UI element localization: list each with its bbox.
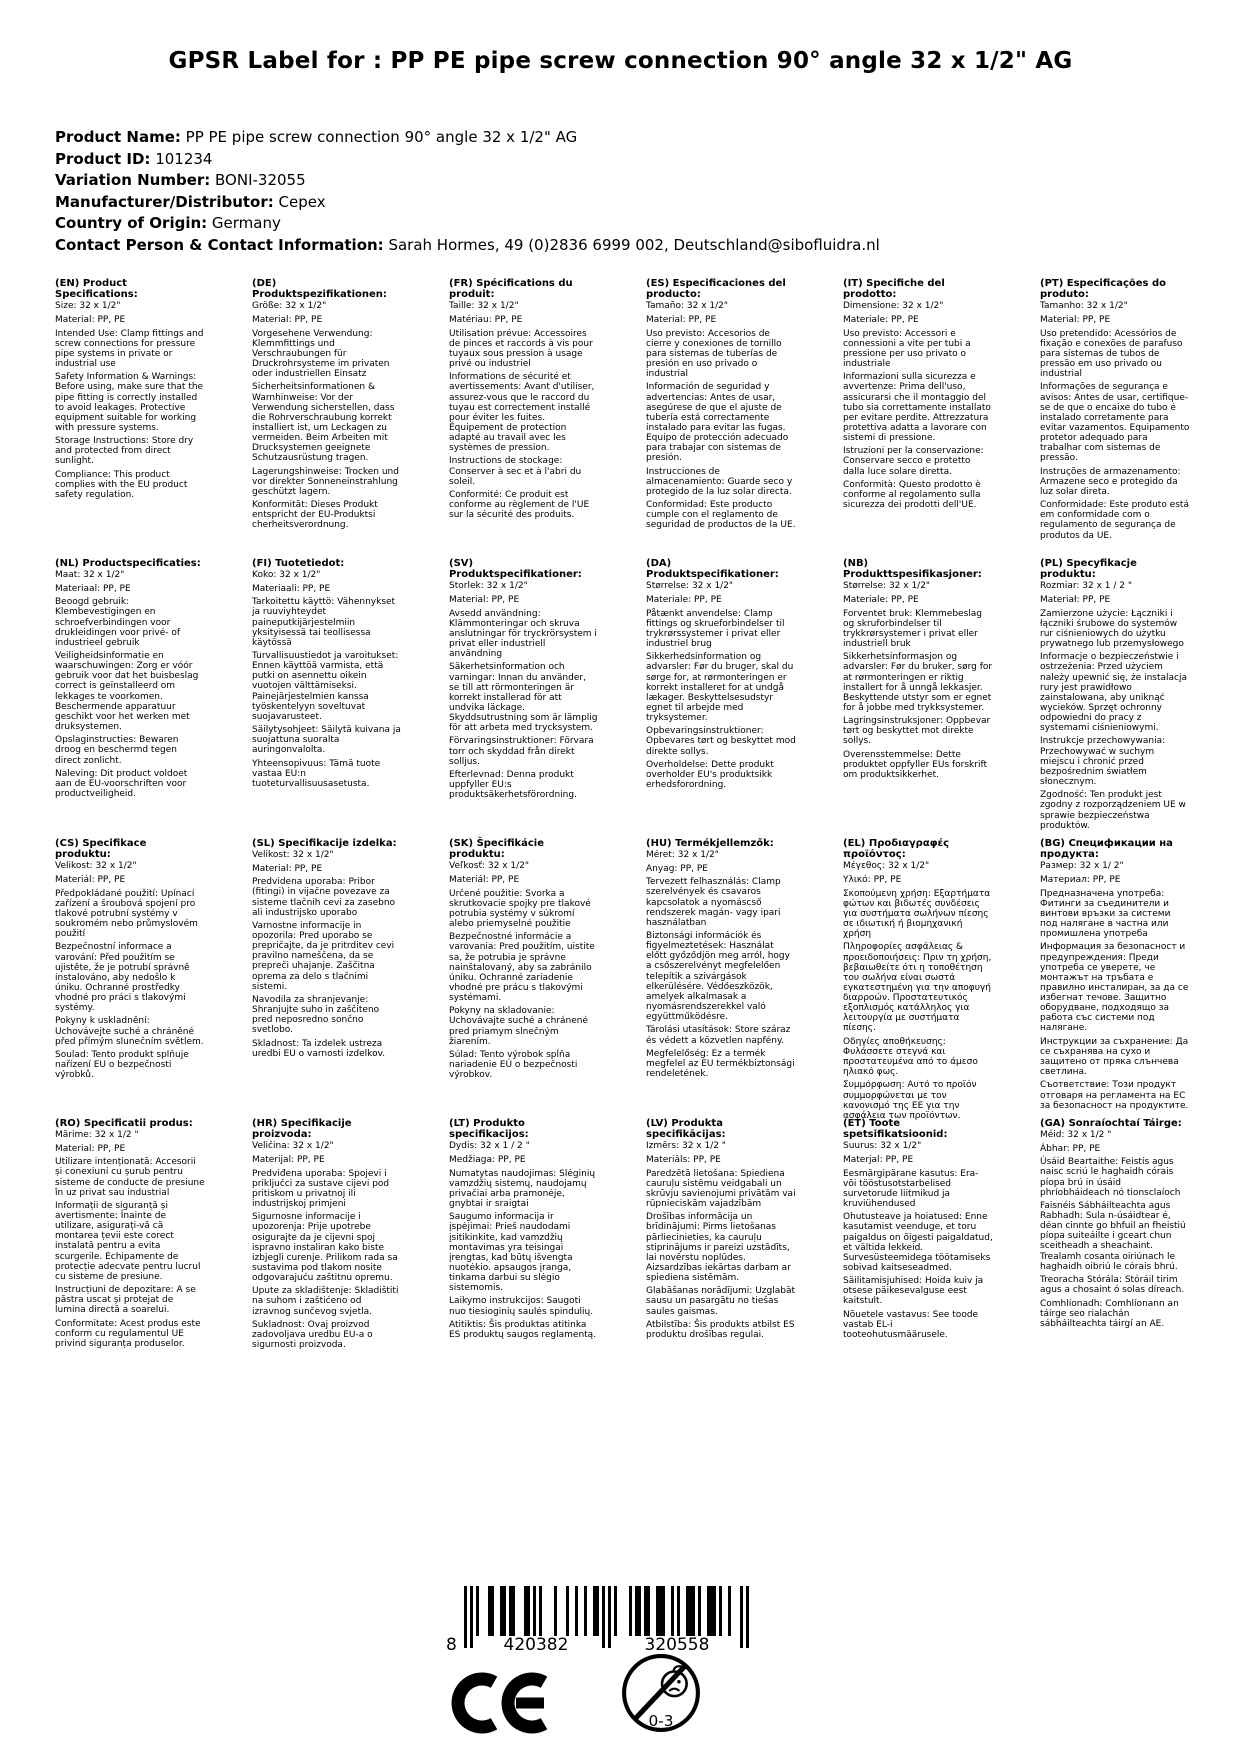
age-warning-text: 0-3: [648, 1711, 674, 1730]
spec-paragraph: Συμμόρφωση: Αυτό το προϊόν συμμορφώνεται με τον κανονισμό της ΕΕ για την ασφάλεια των προϊόντων.: [843, 1080, 977, 1121]
spec-paragraph: Μέγεθος: 32 x 1/2": [843, 861, 930, 872]
product-info-label: Manufacturer/Distributor:: [55, 192, 274, 211]
spec-block: [55, 558, 205, 838]
spec-paragraph: Utilisation prévue: Accessoires de pinces et raccords à vis pour tuyaux sous pression à usage privé ou industriel: [449, 328, 593, 369]
product-info-label: Product ID:: [55, 149, 151, 168]
spec-paragraph: Medžiaga: PP, PE: [449, 1154, 526, 1165]
spec-block-heading: (SL) Specifikacije izdelka:: [252, 838, 397, 849]
spec-paragraph: Instrucțiuni de depozitare: A se păstra uscat și protejat de lumina directă a soarelui.: [55, 1285, 196, 1316]
spec-paragraph: Storlek: 32 x 1/2": [449, 581, 528, 592]
spec-paragraph: Предназначена употреба: Фитинги за съединители и винтови връзки за системи под налягане в частна или промишлена употреба: [1040, 888, 1171, 939]
spec-paragraph: Maat: 32 x 1/2": [55, 570, 125, 581]
product-info-label: Product Name:: [55, 128, 181, 146]
spec-paragraph: Izmērs: 32 x 1/2 ": [646, 1141, 726, 1152]
spec-block: [252, 838, 402, 1118]
product-info-value: PP PE pipe screw connection 90° angle 32 x 1/2" AG: [180, 128, 578, 146]
spec-block: [252, 278, 402, 558]
spec-paragraph: Material: PP, PE: [55, 1143, 126, 1154]
spec-paragraph: Pokyny na skladovanie: Uchovávajte suché a chránené pred priamym slnečným žiarením.: [449, 1006, 589, 1047]
spec-block-heading: (HR) Specifikacije proizvoda:: [252, 1118, 352, 1141]
spec-paragraph: Tárolási utasítások: Store száraz és védett a közvetlen napfény.: [646, 1025, 791, 1046]
spec-paragraph: Varnostne informacije in opozorila: Pred uporabo se prepričajte, da je pritrditev cevi pravilno nameščena, da se prepreči uhajanje. Zaščitna oprema za delo s tlačnimi sistemi.: [252, 921, 395, 992]
page-title: GPSR Label for : PP PE pipe screw connection 90° angle 32 x 1/2" AG: [168, 48, 1073, 74]
product-info-label: Country of Origin:: [55, 214, 208, 232]
spec-block-heading: (EN) Product Specifications:: [55, 278, 138, 301]
spec-paragraph: Säilytysohjeet: Säilytä kuivana ja suojattuna suoralta auringonvalolta.: [252, 725, 401, 756]
spec-block: [55, 278, 205, 558]
spec-paragraph: Megfelelőség: Ez a termék megfelel az EU termékbiztonsági rendeletének.: [646, 1049, 795, 1080]
product-info-value: Sarah Hormes, 49 (0)2836 6999 002, Deutschland@sibofluidra.nl: [383, 235, 880, 254]
spec-paragraph: Numatytas naudojimas: Slėginių vamzdžių sistemų, naudojamų privačiai arba pramonėje, gnybtai ir sraigtai: [449, 1168, 596, 1209]
spec-block-heading: (SV) Produktspecifikationer:: [449, 558, 582, 581]
spec-block-heading: (CS) Specifikace produktu:: [55, 838, 147, 861]
spec-block: [1040, 1118, 1190, 1398]
spec-paragraph: Instrucciones de almacenamiento: Guarde seco y protegido de la luz solar directa.: [646, 466, 793, 497]
spec-paragraph: Uso pretendido: Acessórios de fixação e conexões de parafuso para sistemas de tubos de pressão em uso privado ou industrial: [1040, 328, 1183, 379]
spec-block: [843, 838, 993, 1121]
spec-block-heading: (ES) Especificaciones del producto:: [646, 278, 786, 301]
spec-paragraph: Paredzētā lietošana: Spiediena cauruļu sistēmu veidgabali un skrūvju savienojumi privātām vai rūpnieciskām vajadzībām: [646, 1168, 796, 1209]
spec-paragraph: Informații de siguranță și avertismente: Înainte de utilizare, asigurați-vă că montarea țevii este corect instalată pentru a evita scurgerile. Echipamente de protecție adecvate pentru lucrul cu sisteme de presiune.: [55, 1201, 201, 1282]
spec-paragraph: Zgodność: Ten produkt jest zgodny z rozporządzeniem UE w sprawie bezpieczeństwa produktów.: [1040, 790, 1186, 831]
product-info-row: [55, 127, 880, 149]
spec-paragraph: Materiál: PP, PE: [449, 874, 520, 885]
spec-block-heading: (HU) Termékjellemzők:: [646, 838, 774, 849]
spec-block-heading: (IT) Specifiche del prodotto:: [843, 278, 945, 301]
spec-block: [646, 558, 796, 838]
product-info-value: BONI-32055: [210, 171, 306, 189]
spec-paragraph: Zamierzone użycie: Łączniki i łączniki śrubowe do systemów rur ciśnieniowych do użytku prywatnego lub przemysłowego: [1040, 608, 1184, 649]
spec-paragraph: Sigurnosne informacije i upozorenja: Prije upotrebe osigurajte da je cijevni spoj ispravno instaliran kako biste izbjegli curenje. Prilikom rada sa sustavima pod tlakom nosite odgovarajuću zaštitnu opremu.: [252, 1212, 398, 1283]
spec-block: [55, 838, 205, 1118]
spec-paragraph: Materiál: PP, PE: [55, 874, 126, 885]
spec-paragraph: Comhlíonadh: Comhlíonann an táirge seo rialachán sábháilteachta táirgí an AE.: [1040, 1298, 1179, 1330]
spec-paragraph: Πληροφορίες ασφάλειας & προειδοποιήσεις: Πριν τη χρήση, βεβαιωθείτε ότι η τοποθέτηση του σωλήνα είναι σωστά εγκατεστημένη για την αποφυγή διαρροών. Προστατευτικός εξοπλισμός κατάλληλος για λειτουργία με συστήματα πίεσης.: [843, 942, 992, 1034]
spec-paragraph: Beoogd gebruik: Klembevestigingen en schroefverbindingen voor drukleidingen voor privé- of industrieel gebruik: [55, 597, 181, 648]
spec-paragraph: Informacje o bezpieczeństwie i ostrzeżenia: Przed użyciem należy upewnić się, że instalacja rury jest prawidłowo zainstalowana, aby uniknąć wycieków. Sprzęt ochronny odpowiedni do pracy z systemami ciśnieniowymi.: [1040, 652, 1187, 733]
spec-paragraph: Turvallisuustiedot ja varoitukset: Ennen käyttöä varmista, että putki on asennettu oikein vuotojen välttämiseksi. Painejärjestelmien kanssa työskentelyyn soveltuvat suojavarusteet.: [252, 651, 399, 722]
spec-paragraph: Istruzioni per la conservazione: Conservare secco e protetto dalla luce solare diretta.: [843, 446, 984, 477]
spec-paragraph: Mărime: 32 x 1/2 ": [55, 1130, 139, 1141]
ean13-barcode: [444, 1586, 764, 1658]
spec-paragraph: Sikkerhetsinformasjon og advarsler: Før du bruker, sørg for at rørmonteringen er riktig installert for å unngå lekkasjer. Beskyttende utstyr som er egnet for å jobbe med trykksystemer.: [843, 652, 993, 713]
spec-paragraph: Laikymo instrukcijos: Saugoti nuo tiesioginių saulės spindulių.: [449, 1296, 594, 1317]
spec-paragraph: Velikost: 32 x 1/2": [252, 850, 334, 861]
spec-paragraph: Veličina: 32 x 1/2": [252, 1141, 334, 1152]
spec-paragraph: Navodila za shranjevanje: Shranjujte suho in zaščiteno pred neposredno sončno svetlobo.: [252, 995, 380, 1036]
spec-paragraph: Ohutusteave ja hoiatused: Enne kasutamist veenduge, et toru paigaldus on õigesti paigaldatud, et vältida lekkeid. Survesüsteemidega töötamiseks sobivad kaitseseadmed.: [843, 1212, 993, 1273]
spec-paragraph: Atbilstība: Šis produkts atbilst ES produktu drošības regulai.: [646, 1320, 795, 1341]
spec-paragraph: Tamaño: 32 x 1/2": [646, 301, 729, 312]
spec-paragraph: Bezpečnostné informácie a varovania: Pred použitím, uistite sa, že potrubia je správne nainštalovaný, aby sa zabránilo úniku. Ochranné zariadenie vhodné pre prácu s tlakovými systémami.: [449, 932, 595, 1003]
spec-block: [55, 1118, 205, 1398]
spec-block-heading: (GA) Sonraíochtaí Táirge:: [1040, 1118, 1182, 1129]
spec-paragraph: Safety Information & Warnings: Before using, make sure that the pipe fitting is correctly installed to avoid leakages. Protective equipment suitable for working with pressure systems.: [55, 372, 204, 433]
ce-mark-icon: [450, 1670, 565, 1740]
spec-paragraph: Faisnéis Sábháilteachta agus Rabhadh: Sula n-úsáidtear é, déan cinnte go bhfuil an fheistiú píopa suiteáilte i gceart chun sceitheadh a sheachaint. Trealamh cosanta oiriúnach le haghaidh oibriú le córais bhrú.: [1040, 1201, 1186, 1272]
spec-paragraph: Conformità: Questo prodotto è conforme al regolamento sulla sicurezza dei prodotti dell'UE.: [843, 480, 981, 511]
spec-paragraph: Sicherheitsinformationen & Warnhinweise: Vor der Verwendung sicherstellen, dass die Rohrverschraubung korrekt installiert ist, um Leckagen zu vermeiden. Beim Arbeiten mit Drucksystemen geeignete Schutzausrüstung tragen.: [252, 382, 395, 463]
product-info-value: Germany: [207, 214, 281, 232]
product-info-row: [55, 192, 880, 214]
product-info-row: [55, 170, 880, 192]
spec-block: [646, 278, 796, 558]
spec-paragraph: Instructions de stockage: Conserver à sec et à l'abri du soleil.: [449, 456, 582, 487]
spec-paragraph: Glabāšanas norādījumi: Uzglabāt sausu un pasargātu no tiešas saules gaismas.: [646, 1286, 795, 1317]
spec-paragraph: Størrelse: 32 x 1/2": [843, 581, 931, 592]
spec-block: [449, 278, 599, 558]
product-info-row: [55, 213, 880, 235]
spec-paragraph: Konformität: Dieses Produkt entspricht der EU-Produktsi cherheitsverordnung.: [252, 500, 378, 531]
spec-paragraph: Conformidad: Este producto cumple con el reglamento de seguridad de productos de la UE.: [646, 500, 796, 531]
spec-block-heading: (NB) Produkttspesifikasjoner:: [843, 558, 982, 581]
spec-paragraph: Méid: 32 x 1/2 ": [1040, 1130, 1112, 1141]
spec-paragraph: Informazioni sulla sicurezza e avvertenze: Prima dell'uso, assicurarsi che il montaggio del tubo sia correttamente installato per evitare perdite. Attrezzatura protettiva adatta a lavorare con sistemi di pressione.: [843, 372, 991, 443]
spec-block: [449, 838, 599, 1118]
spec-block-heading: (SK) Špecifikácie produktu:: [449, 838, 545, 861]
spec-paragraph: Eesmärgipärane kasutus: Era- või tööstusotstarbelised survetorude liitmikud ja kruviühendused: [843, 1168, 979, 1209]
spec-paragraph: Instrukcje przechowywania: Przechowywać w suchym miejscu i chronić przed bezpośrednim światłem słonecznym.: [1040, 736, 1166, 787]
spec-paragraph: Förvaringsinstruktioner: Förvara torr och skyddad från direkt solljus.: [449, 736, 594, 767]
spec-paragraph: Veiligheidsinformatie en waarschuwingen: Zorg er vóór gebruik voor dat het buisbeslag correct is geïnstalleerd om lekkages te voorkomen. Beschermende apparatuur geschikt voor het werken met druksystemen.: [55, 651, 199, 732]
spec-paragraph: Utilizare intenționată: Accesorii și conexiuni cu șurub pentru sisteme de conducte de presiune în uz privat sau industrial: [55, 1157, 205, 1198]
spec-paragraph: Lagerungshinweise: Trocken und vor direkter Sonneneinstrahlung geschützt lagern.: [252, 466, 399, 497]
spec-paragraph: Dimensione: 32 x 1/2": [843, 301, 944, 312]
spec-paragraph: Předpokládané použití: Upínací zařízení a šroubová spojení pro tlakové potrubní systémy v soukromém nebo průmyslovém použití: [55, 888, 198, 939]
spec-block-heading: (DA) Produktspecifikationer:: [646, 558, 779, 581]
spec-paragraph: Anyag: PP, PE: [646, 863, 708, 874]
spec-block: [646, 838, 796, 1118]
spec-paragraph: Velikost: 32 x 1/2": [55, 861, 137, 872]
spec-paragraph: Material: PP, PE: [55, 314, 126, 325]
spec-paragraph: Biztonsági információk és figyelmeztetések: Használat előtt győződjön meg arról, hogy a csőszerelvényt megfelelően telepítik a szivárgások elkerülésére. Védőeszközök, amelyek alkalmasak a nyomásrendszerekkel való együttműködésre.: [646, 931, 790, 1022]
spec-block: [646, 1118, 796, 1398]
spec-block: [252, 1118, 402, 1398]
spec-block: [843, 1118, 993, 1398]
spec-block: [1040, 838, 1190, 1118]
spec-paragraph: Lagringsinstruksjoner: Oppbevar tørt og beskyttet mot direkte sollys.: [843, 716, 991, 747]
spec-paragraph: Tamanho: 32 x 1/2": [1040, 301, 1128, 312]
spec-paragraph: Съответствие: Този продукт отговаря на регламента на ЕС за безопасност на продуктите.: [1040, 1080, 1189, 1111]
spec-paragraph: Taille: 32 x 1/2": [449, 301, 519, 312]
spec-block-heading: (FI) Tuotetiedot:: [252, 558, 345, 569]
spec-paragraph: Materiaal: PP, PE: [55, 583, 131, 594]
product-info-label: Variation Number:: [55, 171, 211, 189]
spec-paragraph: Информация за безопасност и предупреждения: Преди употреба се уверете, че монтажът на тръбата е правилно инсталиран, за да се избегнат течове. Защитно оборудване, подходящо за работа със системи под налягане.: [1040, 942, 1189, 1034]
barcode-bars: [444, 1586, 764, 1658]
spec-paragraph: Naleving: Dit product voldoet aan de EU-voorschriften voor productveiligheid.: [55, 769, 188, 800]
spec-paragraph: Opslaginstructies: Bewaren droog en beschermd tegen direct zonlicht.: [55, 735, 179, 766]
spec-paragraph: Material: PP, PE: [252, 863, 323, 874]
spec-paragraph: Material: PP, PE: [449, 594, 520, 605]
spec-paragraph: Saugumo informacija ir įspėjimai: Prieš naudodami įsitikinkite, kad vamzdžių montavimas yra teisingai įrengtas, kad būtų išvengta nuotėkio. apsaugos įranga, tinkama darbui su slėgio sistemomis.: [449, 1212, 573, 1293]
product-info-value: Cepex: [273, 192, 326, 211]
spec-paragraph: Påtænkt anvendelse: Clamp fittings og skrueforbindelser til trykrørssystemer i privat eller industriel brug: [646, 608, 785, 649]
spec-paragraph: Materiale: PP, PE: [843, 314, 919, 325]
spec-block: [449, 1118, 599, 1398]
spec-paragraph: Atitiktis: Šis produktas atitinka ES produktų saugos reglamentą.: [449, 1320, 597, 1341]
spec-paragraph: Tervezett felhasználás: Clamp szerelvények és csavaros kapcsolatok a nyomáscső rendszerek magán- vagy ipari használatban: [646, 877, 781, 928]
spec-block-heading: (LT) Produkto specifikacijos:: [449, 1118, 529, 1141]
spec-paragraph: Matériau: PP, PE: [449, 314, 523, 325]
spec-paragraph: Størrelse: 32 x 1/2": [646, 581, 734, 592]
product-info-row: [55, 149, 880, 171]
spec-paragraph: Material: PP, PE: [646, 314, 717, 325]
spec-paragraph: Suurus: 32 x 1/2": [843, 1141, 922, 1152]
spec-paragraph: Säkerhetsinformation och varningar: Innan du använder, se till att rörmonteringen är korrekt installerad för att undvika läckage. Skyddsutrustning som är lämplig för att arbeta med trycksystem.: [449, 662, 598, 733]
spec-paragraph: Yhteensopivuus: Tämä tuote vastaa EU:n tuoteturvallisuusasetusta.: [252, 759, 381, 790]
spec-paragraph: Predvidena uporaba: Pribor (fitingi) in vijačne povezave za sisteme tlačnih cevi za zasebno ali industrijsko uporabo: [252, 877, 396, 918]
spec-block: [1040, 278, 1190, 558]
spec-paragraph: Méret: 32 x 1/2": [646, 850, 719, 861]
barcode-digit-group1: 420382: [503, 1635, 569, 1655]
spec-block-heading: (NL) Productspecificaties:: [55, 558, 201, 569]
spec-paragraph: Intended Use: Clamp fittings and screw connections for pressure pipe systems in private or industrial use: [55, 328, 204, 369]
spec-block: [1040, 558, 1190, 838]
spec-block: [449, 558, 599, 838]
spec-paragraph: Información de seguridad y advertencias: Antes de usar, asegúrese de que el ajuste de tubería está correctamente instalado para evitar las fugas. Equipo de protección adecuado para trabajar con sistemas de presión.: [646, 382, 789, 463]
spec-paragraph: Material: PP, PE: [252, 314, 323, 325]
spec-paragraph: Rozmiar: 32 x 1 / 2 ": [1040, 581, 1133, 592]
spec-paragraph: Bezpečnostní informace a varování: Před použitím se ujistěte, že je potrubí správně instalováno, aby nedošlo k úniku. Ochranné prostředky vhodné pro práci s tlakovými systémy.: [55, 942, 190, 1013]
spec-paragraph: Sikkerhedsinformation og advarsler: Før du bruger, skal du sørge for, at rørmonteringen er korrekt installeret for at undgå lækager. Beskyttelsesudstyr egnet til arbejde med tryksystemer.: [646, 652, 794, 723]
barcode-digit-group2: 320558: [644, 1635, 710, 1655]
spec-paragraph: Υλικό: PP, PE: [843, 874, 902, 885]
spec-paragraph: Uso previsto: Accessori e connessioni a vite per tubi a pressione per uso privato o industriale: [843, 328, 971, 369]
spec-paragraph: Materiāls: PP, PE: [646, 1154, 721, 1165]
spec-paragraph: Informations de sécurité et avertissements: Avant d'utiliser, assurez-vous que le raccord du tuyau est correctement installé pour éviter les fuites. Équipement de protection adapté au travail avec les systèmes de pression.: [449, 372, 595, 453]
spec-paragraph: Overensstemmelse: Dette produktet oppfyller EUs forskrift om produktsikkerhet.: [843, 750, 988, 781]
spec-paragraph: Conformidade: Este produto está em conformidade com o regulamento de segurança de produtos da UE.: [1040, 500, 1189, 541]
spec-block-heading: (RO) Specificatii produs:: [55, 1118, 193, 1129]
spec-paragraph: Conformité: Ce produit est conforme au règlement de l'UE sur la sécurité des produits.: [449, 490, 590, 521]
spec-paragraph: Drošības informācija un brīdinājumi: Pirms lietošanas pārliecinieties, ka cauruļu stiprinājums ir pareizi uzstādīts, lai novērstu noplūdes. Aizsardzības iekārtas darbam ar spiediena sistēmām.: [646, 1212, 791, 1283]
spec-paragraph: Compliance: This product complies with the EU product safety regulation.: [55, 470, 188, 501]
spec-paragraph: Treoracha Stórála: Stóráil tirim agus a chosaint ó solas díreach.: [1040, 1275, 1185, 1296]
spec-paragraph: Avsedd användning: Klämmonteringar och skruva anslutningar för tryckrörsystem i privat eller industriell användning: [449, 608, 597, 659]
spec-paragraph: Úsáid Beartaithe: Feistis agus naisc scriú le haghaidh córais píopa brú in úsáid phríobháideach nó tionsclaíoch: [1040, 1157, 1181, 1198]
spec-paragraph: Nõuetele vastavus: See toode vastab EL-i tooteohutusmäärusele.: [843, 1310, 979, 1341]
spec-paragraph: Vorgesehene Verwendung: Klemmfittings und Verschraubungen für Druckrohrsysteme im privaten oder industriellen Einsatz: [252, 328, 390, 379]
spec-paragraph: Materiale: PP, PE: [646, 594, 722, 605]
spec-block-heading: (EL) Προδιαγραφές προϊόντος:: [843, 838, 950, 861]
spec-grid: [55, 278, 1190, 1398]
age-warning-0-3-icon: [620, 1652, 702, 1738]
spec-paragraph: Säilitamisjuhised: Hoida kuiv ja otsese päikesevalguse eest kaitstult.: [843, 1276, 984, 1307]
spec-paragraph: Predviđena uporaba: Spojevi i priključci za sustave cijevi pod pritiskom u privatnoj ili industrijskoj primjeni: [252, 1168, 390, 1209]
spec-block: [843, 278, 993, 558]
spec-paragraph: Informações de segurança e avisos: Antes de usar, certifique-se de que o encaixe do tubo é instalado corretamente para evitar vazamentos. Equipamento protetor adequado para trabalhar com sistemas de pressão.: [1040, 382, 1190, 463]
spec-paragraph: Material: PP, PE: [1040, 314, 1111, 325]
spec-block-heading: (PT) Especificações do produto:: [1040, 278, 1166, 301]
barcode-digit-left: 8: [446, 1635, 457, 1655]
spec-block-heading: (LV) Produkta specifikācijas:: [646, 1118, 726, 1141]
spec-paragraph: Skladnost: Ta izdelek ustreza uredbi EU o varnosti izdelkov.: [252, 1039, 386, 1060]
spec-paragraph: Pokyny k uskladnění: Uchovávejte suché a chráněné před přímým slunečním světlem.: [55, 1016, 204, 1047]
spec-block-heading: (DE) Produktspezifikationen:: [252, 278, 387, 301]
spec-paragraph: Materiał: PP, PE: [1040, 594, 1111, 605]
product-info-label: Contact Person & Contact Information:: [55, 235, 384, 254]
spec-paragraph: Tarkoitettu käyttö: Vähennykset ja ruuviyhteydet paineputkijärjestelmiin yksityisessä tai teollisessa käytössä: [252, 597, 396, 648]
spec-paragraph: Conformitate: Acest produs este conform cu regulamentul UE privind siguranța produselor.: [55, 1319, 201, 1350]
spec-paragraph: Dydis: 32 x 1 / 2 ": [449, 1141, 530, 1152]
spec-paragraph: Размер: 32 x 1/ 2": [1040, 861, 1124, 872]
spec-paragraph: Οδηγίες αποθήκευσης: Φυλάσσετε στεγνά και προστατευμένα από το άμεσο ηλιακό φως.: [843, 1036, 978, 1077]
spec-paragraph: Materjal: PP, PE: [843, 1154, 914, 1165]
spec-block-heading: (BG) Спецификации на продукта:: [1040, 838, 1173, 861]
spec-paragraph: Overholdelse: Dette produkt overholder EU's produktsikk erhedsforordning.: [646, 760, 774, 791]
spec-paragraph: Größe: 32 x 1/2": [252, 301, 327, 312]
product-info: [55, 127, 880, 256]
spec-paragraph: Instruções de armazenamento: Armazene seco e protegido da luz solar direta.: [1040, 466, 1181, 497]
spec-paragraph: Materiaali: PP, PE: [252, 583, 331, 594]
spec-paragraph: Size: 32 x 1/2": [55, 301, 121, 312]
spec-paragraph: Инструкции за съхранение: Да се съхранява на сухо и защитено от пряка слънчева светлина.: [1040, 1036, 1189, 1077]
spec-paragraph: Materiale: PP, PE: [843, 594, 919, 605]
spec-paragraph: Forventet bruk: Klemmebeslag og skruforbindelser til trykkrørsystemer i privat eller industriell bruk: [843, 608, 982, 649]
spec-block-heading: (PL) Specyfikacje produktu:: [1040, 558, 1137, 581]
spec-block: [843, 558, 993, 838]
spec-block-heading: (ET) Toote spetsifikatsioonid:: [843, 1118, 948, 1141]
spec-paragraph: Upute za skladištenje: Skladištiti na suhom i zaštićeno od izravnog sunčevog svjetla.: [252, 1286, 399, 1317]
product-info-value: 101234: [150, 149, 213, 168]
spec-paragraph: Storage Instructions: Store dry and protected from direct sunlight.: [55, 436, 194, 467]
spec-block: [252, 558, 402, 838]
product-info-row: [55, 235, 880, 257]
spec-paragraph: Sukladnost: Ovaj proizvod zadovoljava uredbu EU-a o sigurnosti proizvoda.: [252, 1320, 373, 1351]
spec-paragraph: Uso previsto: Accesorios de cierre y conexiones de tornillo para sistemas de tuberías de presión en uso privado o industrial: [646, 328, 782, 379]
spec-paragraph: Soulad: Tento produkt splňuje nařízení EU o bezpečnosti výrobků.: [55, 1050, 189, 1081]
spec-paragraph: Σκοπούμενη χρήση: Εξαρτήματα φώτων και βιδωτές συνδέσεις για συστήματα σωλήνων πίεσης σε ιδιωτική ή βιομηχανική χρήση: [843, 888, 991, 939]
spec-paragraph: Materijal: PP, PE: [252, 1154, 325, 1165]
spec-paragraph: Veľkosť: 32 x 1/2": [449, 861, 530, 872]
spec-paragraph: Efterlevnad: Denna produkt uppfyller EU:s produktsäkerhetsförordning.: [449, 770, 577, 801]
spec-paragraph: Ábhar: PP, PE: [1040, 1143, 1101, 1154]
spec-paragraph: Súlad: Tento výrobok spĺňa nariadenie EÚ o bezpečnosti výrobkov.: [449, 1050, 578, 1081]
spec-paragraph: Určené použitie: Svorka a skrutkovacie spojky pre tlakové potrubia systémy v súkromí alebo priemyselné použitie: [449, 888, 591, 929]
spec-paragraph: Opbevaringsinstruktioner: Opbevares tørt og beskyttet mod direkte sollys.: [646, 726, 796, 757]
spec-block-heading: (FR) Spécifications du produit:: [449, 278, 573, 301]
spec-paragraph: Материал: PP, PE: [1040, 874, 1121, 885]
spec-paragraph: Koko: 32 x 1/2": [252, 570, 321, 581]
